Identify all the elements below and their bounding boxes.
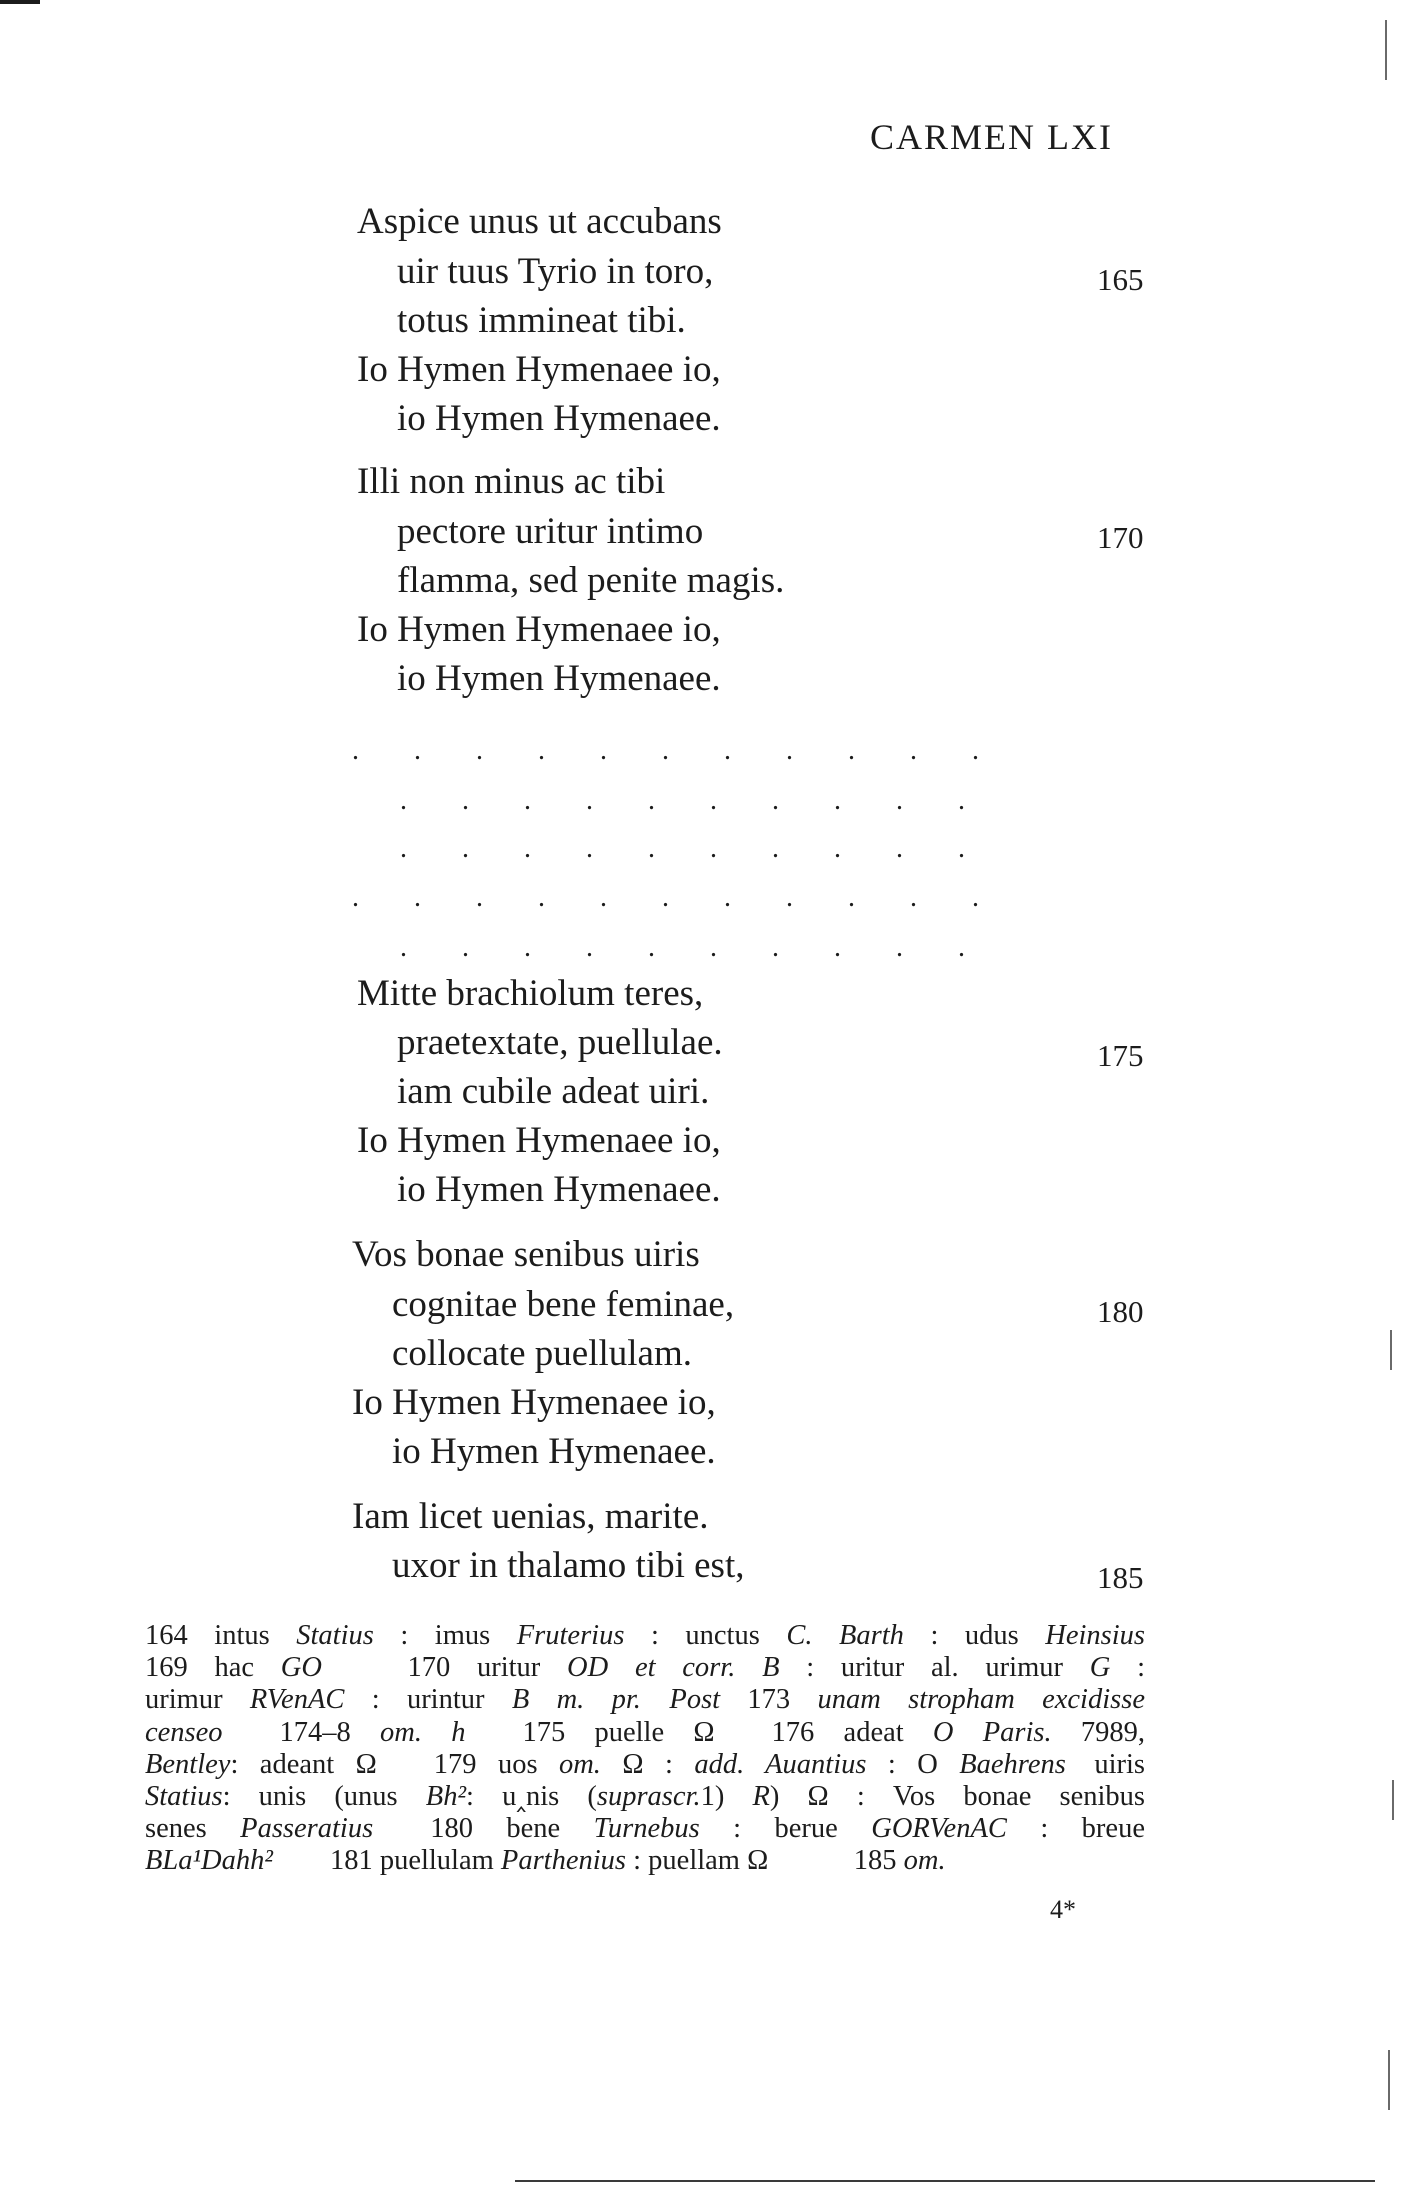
apparatus-text: 173 — [720, 1684, 818, 1716]
apparatus-siglum: om. — [903, 1845, 946, 1877]
apparatus-siglum: BLa¹Dahh² — [145, 1845, 273, 1877]
apparatus-text: senes — [145, 1813, 241, 1845]
apparatus-text: 1) — [700, 1780, 753, 1812]
verse-line: praetextate, puellulae. — [397, 1022, 723, 1063]
apparatus-siglum: Heinsius — [1045, 1620, 1145, 1651]
line-number: 180 — [1097, 1294, 1144, 1329]
apparatus-siglum: Bh² — [425, 1780, 467, 1812]
apparatus-siglum: Post — [669, 1684, 721, 1716]
apparatus-siglum: G — [1089, 1652, 1111, 1684]
verse-line: totus immineat tibi. — [397, 300, 686, 341]
apparatus-siglum: Turnebus — [593, 1813, 700, 1845]
lacuna-dot-row: . . . . . . . . . . . — [352, 735, 1003, 766]
apparatus-siglum: om. — [558, 1748, 601, 1780]
apparatus-text: 170 uritur — [321, 1652, 568, 1684]
apparatus-text: : puellam Ω 185 — [626, 1845, 904, 1877]
verse-line: Aspice unus ut accubans — [357, 201, 722, 242]
verse-line: iam cubile adeat uiri. — [397, 1071, 710, 1112]
apparatus-text: 175 puelle Ω 176 adeat — [465, 1716, 933, 1748]
verse-line: io Hymen Hymenaee. — [397, 658, 721, 699]
apparatus-siglum: unam stropham excidisse — [817, 1684, 1145, 1716]
scan-edge-mark — [0, 0, 40, 4]
apparatus-siglum: C. Barth — [786, 1620, 904, 1651]
apparatus-siglum: RVenAC — [249, 1684, 345, 1716]
apparatus-text: : berue — [699, 1813, 872, 1845]
apparatus-siglum: censeo — [145, 1716, 223, 1748]
apparatus-text: 181 puellulam — [272, 1845, 501, 1877]
apparatus-text: : udus — [903, 1620, 1046, 1651]
apparatus-text: : — [1110, 1652, 1145, 1684]
verse-line: uir tuus Tyrio in toro, — [397, 251, 714, 292]
apparatus-siglum: om. h — [380, 1716, 466, 1748]
verse-line: Io Hymen Hymenaee io, — [352, 1382, 716, 1423]
apparatus-line — [145, 1813, 1145, 1845]
apparatus-siglum: Parthenius — [500, 1845, 626, 1877]
signature-mark: 4* — [1050, 1895, 1076, 1924]
apparatus-siglum: Statius — [145, 1780, 223, 1812]
line-number: 165 — [1097, 262, 1144, 297]
apparatus-siglum: O Paris. — [932, 1716, 1052, 1748]
line-number: 170 — [1097, 520, 1144, 555]
lacuna-dot-row: . . . . . . . . . . — [400, 785, 989, 816]
verse-line: Illi non minus ac tibi — [357, 461, 666, 502]
line-number: 175 — [1097, 1038, 1144, 1073]
lacuna-dot-row: . . . . . . . . . . . — [352, 882, 1003, 913]
apparatus-text: : O — [866, 1748, 960, 1780]
scan-edge-mark — [515, 2180, 1375, 2182]
verse-line: Io Hymen Hymenaee io, — [357, 349, 721, 390]
verse-line: cognitae bene feminae, — [392, 1284, 735, 1325]
verse-line: Io Hymen Hymenaee io, — [357, 1120, 721, 1161]
verse-line: Io Hymen Hymenaee io, — [357, 609, 721, 650]
critical-apparatus — [145, 1620, 1145, 1878]
lacuna-dot-row: . . . . . . . . . . — [400, 932, 989, 963]
scan-edge-mark — [1392, 1780, 1394, 1820]
verse-line: Vos bonae senibus uiris — [352, 1234, 700, 1275]
apparatus-text: 164 intus — [145, 1620, 297, 1651]
apparatus-text: : adeant Ω 179 uos — [230, 1748, 559, 1780]
apparatus-siglum: add. Auantius — [694, 1748, 867, 1780]
apparatus-line — [145, 1781, 1145, 1813]
page-title: CARMEN LXI — [870, 117, 1113, 157]
apparatus-line — [145, 1749, 1145, 1781]
apparatus-text: 174–8 — [222, 1716, 381, 1748]
apparatus-text: urimur — [145, 1684, 250, 1716]
apparatus-text: 7989, — [1051, 1716, 1145, 1748]
apparatus-siglum: suprascr. — [596, 1780, 701, 1812]
apparatus-text: : breue — [1006, 1813, 1145, 1845]
apparatus-siglum: GORVenAC — [871, 1813, 1007, 1845]
apparatus-siglum: R — [752, 1780, 770, 1812]
scan-edge-mark — [1388, 2050, 1390, 2110]
scan-edge-mark — [1385, 20, 1387, 80]
apparatus-line — [145, 1652, 1145, 1684]
verse-line: collocate puellulam. — [392, 1333, 692, 1374]
verse-line: Mitte brachiolum teres, — [357, 973, 704, 1014]
apparatus-text: : unis (unus — [222, 1780, 426, 1812]
apparatus-text: 169 hac — [145, 1652, 281, 1684]
verse-line: io Hymen Hymenaee. — [397, 398, 721, 439]
apparatus-siglum: Statius — [296, 1620, 374, 1651]
line-number: 185 — [1097, 1560, 1144, 1595]
scan-edge-mark — [1390, 1330, 1392, 1370]
apparatus-line — [145, 1845, 1145, 1877]
apparatus-text: Ω : — [600, 1748, 695, 1780]
apparatus-line — [145, 1620, 1145, 1652]
apparatus-text: : imus — [373, 1620, 517, 1651]
verse-line: flamma, sed penite magis. — [397, 560, 785, 601]
apparatus-siglum: Baehrens — [959, 1748, 1066, 1780]
apparatus-siglum: B m. pr. — [511, 1684, 641, 1716]
apparatus-line — [145, 1717, 1145, 1749]
apparatus-text: 180 bene — [373, 1813, 594, 1845]
lacuna-dot-row: . . . . . . . . . . — [400, 833, 989, 864]
apparatus-text: ) Ω : Vos bonae senibus — [769, 1780, 1145, 1812]
apparatus-siglum: Fruterius — [516, 1620, 625, 1651]
apparatus-line — [145, 1684, 1145, 1716]
apparatus-text: : urintur — [344, 1684, 512, 1716]
verse-line: io Hymen Hymenaee. — [392, 1431, 716, 1472]
apparatus-text: : uritur al. urimur — [779, 1652, 1090, 1684]
verse-line: uxor in thalamo tibi est, — [392, 1545, 745, 1586]
apparatus-siglum: OD et corr. B — [567, 1652, 780, 1684]
apparatus-siglum: GO — [280, 1652, 322, 1684]
verse-line: pectore uritur intimo — [397, 511, 704, 552]
apparatus-siglum: Bentley — [145, 1748, 231, 1780]
verse-line: io Hymen Hymenaee. — [397, 1169, 721, 1210]
apparatus-text — [641, 1684, 670, 1715]
apparatus-text: : unctus — [624, 1620, 787, 1651]
verse-line: Iam licet uenias, marite. — [352, 1496, 709, 1537]
apparatus-siglum: Passeratius — [240, 1813, 374, 1845]
apparatus-text: : u‸nis ( — [466, 1780, 597, 1812]
apparatus-text: uiris — [1065, 1748, 1145, 1780]
